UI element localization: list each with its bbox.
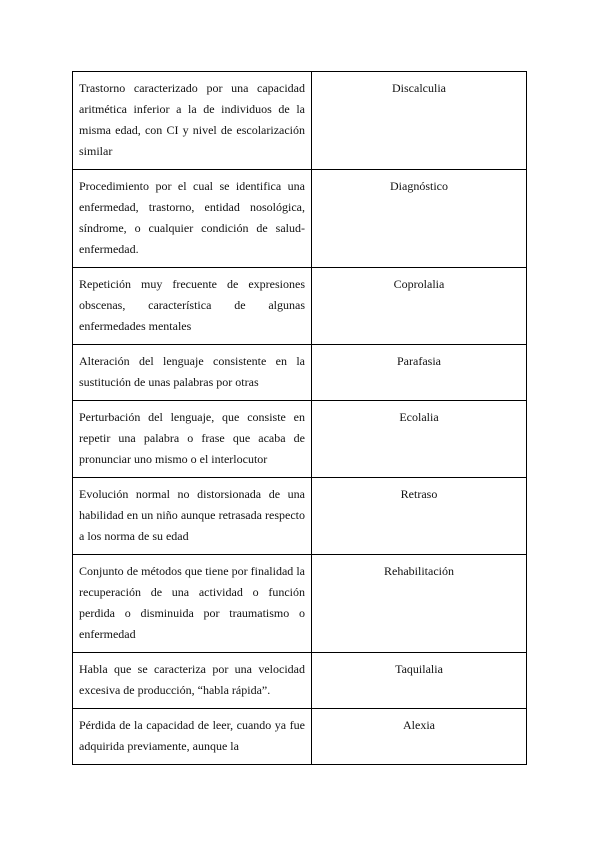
term-cell: Taquilalia	[312, 653, 527, 709]
term-cell: Alexia	[312, 709, 527, 765]
term-cell: Coprolalia	[312, 268, 527, 345]
table-row	[73, 709, 527, 765]
definition-cell: Alteración del lenguaje consistente en la sustitución de unas palabras por otras	[73, 345, 312, 401]
term-cell: Ecolalia	[312, 401, 527, 478]
term-cell: Retraso	[312, 478, 527, 555]
table-row	[73, 72, 527, 170]
definition-cell: Conjunto de métodos que tiene por finalidad la recuperación de una actividad o función perdida o disminuida por traumatismo o enfermedad	[73, 555, 312, 653]
definition-cell: Habla que se caracteriza por una velocidad excesiva de producción, “habla rápida”.	[73, 653, 312, 709]
definition-cell: Perturbación del lenguaje, que consiste en repetir una palabra o frase que acaba de pronunciar uno mismo o el interlocutor	[73, 401, 312, 478]
table-row	[73, 268, 527, 345]
glossary-table	[72, 71, 527, 765]
definition-cell: Repetición muy frecuente de expresiones obscenas, característica de algunas enfermedades mentales	[73, 268, 312, 345]
table-row	[73, 555, 527, 653]
table-row	[73, 401, 527, 478]
table-row	[73, 478, 527, 555]
table-row	[73, 653, 527, 709]
table-row	[73, 170, 527, 268]
definition-cell: Evolución normal no distorsionada de una habilidad en un niño aunque retrasada respecto a los norma de su edad	[73, 478, 312, 555]
definition-cell: Trastorno caracterizado por una capacidad aritmética inferior a la de individuos de la misma edad, con CI y nivel de escolarización similar	[73, 72, 312, 170]
definition-cell: Pérdida de la capacidad de leer, cuando ya fue adquirida previamente, aunque la	[73, 709, 312, 765]
term-cell: Diagnóstico	[312, 170, 527, 268]
table-row	[73, 345, 527, 401]
term-cell: Parafasia	[312, 345, 527, 401]
term-cell: Discalculia	[312, 72, 527, 170]
term-cell: Rehabilitación	[312, 555, 527, 653]
definition-cell: Procedimiento por el cual se identifica una enfermedad, trastorno, entidad nosológica, síndrome, o cualquier condición de salud-enfermedad.	[73, 170, 312, 268]
